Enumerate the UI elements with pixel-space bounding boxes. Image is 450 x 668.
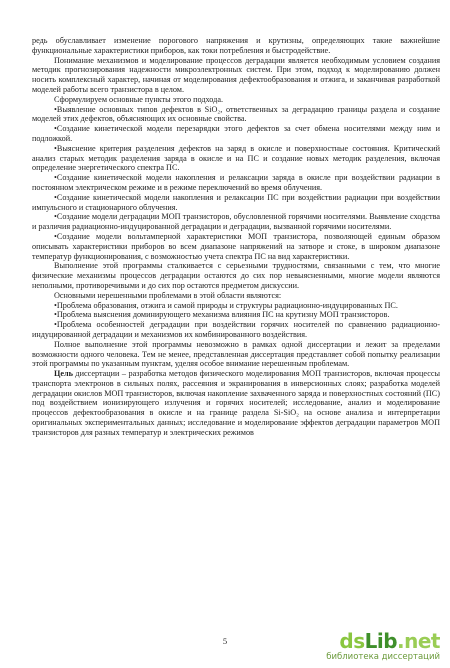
paragraph: Выполнение этой программы сталкивается с серьезными трудностями, связанными с тем, что многие физические механизмы процессов деградации остаются до сих пор невыясненными, многие модели являются неполными, противоречивыми и до сих пор остаются предметом дискуссии. <box>32 261 440 290</box>
bullet-icon: • <box>54 231 57 241</box>
watermark[interactable] <box>326 630 440 662</box>
bullet-icon: • <box>54 124 57 134</box>
bullet-item: •Создание модели деградации МОП транзисторов, обусловленной горячими носителями. Выявление сходства и различия радиационно-индуцированной деградации и деградации, вызванной горячими носителями. <box>32 212 440 232</box>
bullet-item: •Создание кинетической модели накопления и релаксации заряда в окисле при воздействии радиации в постоянном электрическом режиме и в режиме переключений во время облучения. <box>32 173 440 192</box>
bullet-icon: • <box>54 212 57 222</box>
paragraph: Понимание механизмов и моделирование процессов деградации является необходимым условием создания методик прогнозирования надежности микроэлектронных систем. При этом, подход к моделированию должен носить комплексный характер, начиная от моделирования дефектообразования и отжига, и заканчивая разработкой моделей работы всего транзистора в целом. <box>32 55 440 94</box>
paragraph: Сформулируем основные пункты этого подхода. <box>54 94 223 104</box>
bullet-item: •Проблема особенностей деградации при воздействии горячих носителей по сравнению радиационно-индуцированной деградации и механизмов их комбинированного воздействия. <box>32 320 440 339</box>
bullet-item: •Проблема образования, отжига и самой природы и структуры радиационно-индуцированных ПС. <box>54 300 398 310</box>
bullet-icon: • <box>54 300 57 310</box>
bullet-item: •Проблема выяснения доминирующего механизма влияния ПС на крутизну МОП транзисторов. <box>54 310 390 320</box>
watermark-subtitle: библиотека диссертаций <box>326 652 440 662</box>
goal-label: Цель <box>54 369 73 379</box>
paragraph: Полное выполнение этой программы невозможно в рамках одной диссертации и лежит за пределами возможности одного человека. Тем не менее, представленная диссертация представляет собой попытку реализации этой программы по указанным пунктам, уделяя особое внимание нерешенным проблемам. <box>32 339 440 369</box>
dslib-logo: dsLib.net <box>339 629 440 653</box>
bullet-icon: • <box>54 192 57 202</box>
bullet-item: •Создание кинетической модели перезарядки этого дефектов за счет обмена носителями между ним и подложкой. <box>32 124 440 143</box>
bullet-icon: • <box>54 104 57 114</box>
paragraph: редь обуславливает изменение порогового напряжения и крутизны, определяющих такие важнейшие функциональные характеристики приборов, как токи потребления и быстродействие. <box>32 36 440 55</box>
bullet-icon: • <box>54 173 57 183</box>
paragraph: Основными нерешенными проблемами в этой области являются: <box>54 290 282 300</box>
paragraph-goal: Цель диссертации – разработка методов физического моделирования МОП транзисторов, включая процессы транспорта электронов в сильных полях, рассеяния и экранирования в инверсионных слоях; разработка моделей деградации окислов МОП транзисторов, включая накопление захваченного заряда и поверхностных состояний (ПС) под воздействием ионизирующего излучения и горячих носителей; исследование, анализ и моделирование процессов дефектообразования в окисле и на границе раздела Si-SiO₂ на основе анализа и интерпретации оригинальных экспериментальных данных; исследование и моделирование эффектов деградации параметров МОП транзисторов для разных температур и электрических режимов <box>32 369 440 437</box>
bullet-item: •Выяснение критерия разделения дефектов на заряд в окисле и поверхностные состояния. Критический анализ старых методик разделения заряда в окисле и на ПС и создание новых методик разделения, включая определение энергетического спектра ПС. <box>32 143 440 173</box>
bullet-icon: • <box>54 320 57 330</box>
bullet-icon: • <box>54 143 57 153</box>
bullet-item: •Создание кинетической модели накопления и релаксации ПС при воздействии радиации при воздействии импульсного и стационарного облучения. <box>32 192 440 212</box>
bullet-icon: • <box>54 310 57 320</box>
bullet-item: •Выявление основных типов дефектов в SiO₂, ответственных за деградацию границы раздела и создание моделей этих дефектов, объясняющих их основные свойства. <box>32 104 440 124</box>
page-number: 5 <box>222 636 228 646</box>
document-body <box>32 36 440 438</box>
bullet-item: •Создание модели вольтамперной характеристики МОП транзистора, позволяющей единым образом описывать характеристики приборов во всем диапазоне напряжений на затворе и стоке, в широком диапазоне температур функционирования, с возможностью учета спектра ПС на вид характеристики. <box>32 231 440 261</box>
